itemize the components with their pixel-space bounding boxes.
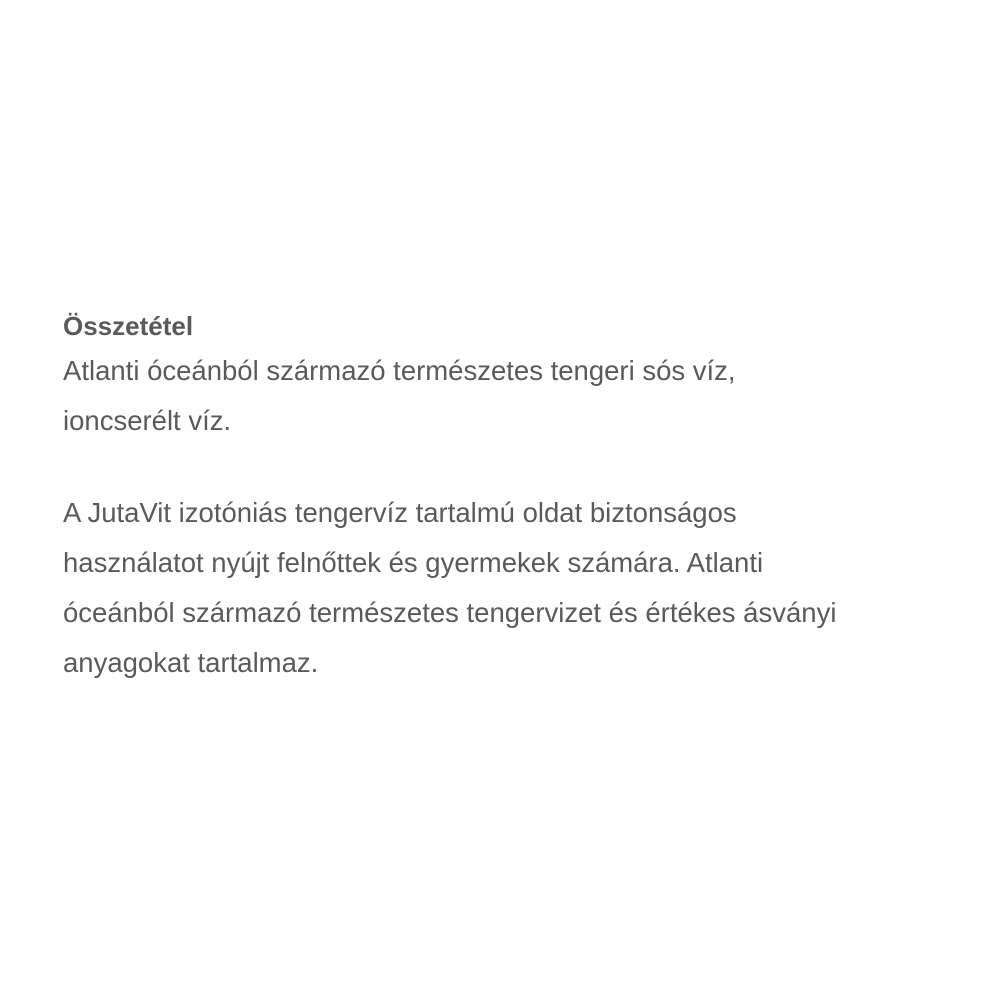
section-heading: Összetétel [63, 311, 194, 341]
ingredients-paragraph [63, 346, 963, 446]
ingredients-line: ioncserélt víz. [63, 405, 232, 436]
description-paragraph [63, 488, 963, 688]
composition-section [63, 306, 963, 688]
ingredients-line: Atlanti óceánból származó természetes tengeri sós víz, [63, 355, 736, 386]
description-line: A JutaVit izotóniás tengervíz tartalmú oldat biztonságos [63, 497, 737, 528]
description-line: anyagokat tartalmaz. [63, 647, 319, 678]
description-line: használatot nyújt felnőttek és gyermekek számára. Atlanti [63, 547, 764, 578]
description-line: óceánból származó természetes tengervizet és értékes ásványi [63, 597, 837, 628]
